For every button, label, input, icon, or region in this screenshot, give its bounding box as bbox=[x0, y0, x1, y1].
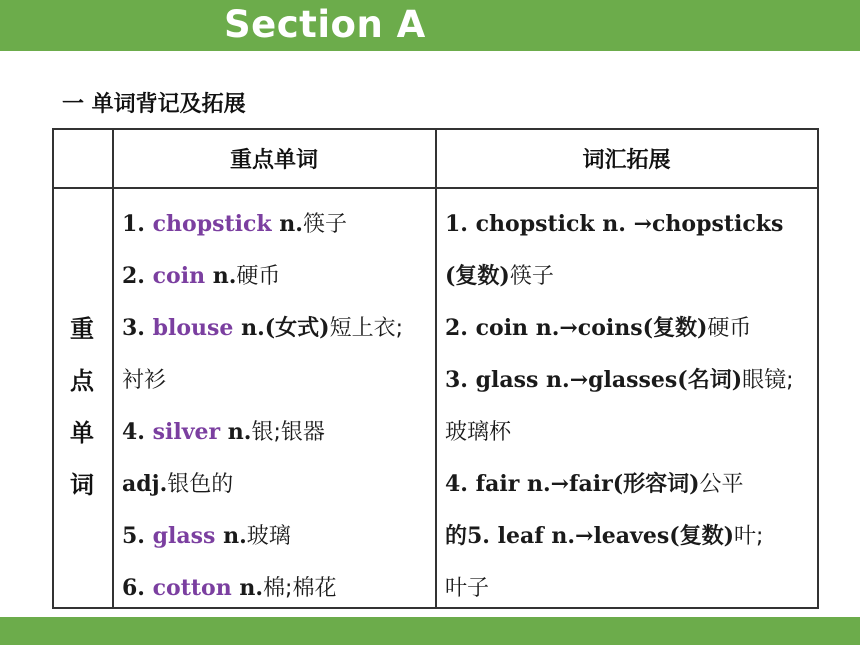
list-item: 3. blouse n.(女式)短上衣; bbox=[122, 315, 403, 341]
row-label-char: 点 bbox=[70, 367, 94, 395]
list-item: 6. cotton n.棉;棉花 bbox=[122, 575, 337, 601]
list-item: 4. silver n.银;银器 bbox=[122, 419, 325, 445]
list-item: adj.银色的 bbox=[122, 471, 234, 497]
vocab-word: silver bbox=[152, 419, 221, 445]
slide-title: Section A bbox=[224, 3, 426, 46]
list-item: 4. fair n.→fair(形容词)公平 bbox=[445, 471, 744, 497]
key-words-list bbox=[122, 198, 403, 614]
vocab-word: cotton bbox=[152, 575, 232, 601]
vocab-word: glass bbox=[152, 523, 216, 549]
top-banner bbox=[0, 0, 860, 51]
section-heading: 一 单词背记及拓展 bbox=[62, 92, 246, 117]
list-item: 叶子 bbox=[445, 576, 490, 601]
bottom-banner bbox=[0, 617, 860, 645]
list-item: 2. coin n.硬币 bbox=[122, 263, 281, 289]
list-item: 玻璃杯 bbox=[445, 420, 512, 445]
list-item: 的5. leaf n.→leaves(复数)叶; bbox=[445, 523, 764, 549]
vocab-word: blouse bbox=[152, 315, 234, 341]
row-label bbox=[52, 310, 112, 518]
vocab-word: coin bbox=[152, 263, 206, 289]
list-item: 1. chopstick n. →chopsticks bbox=[445, 211, 784, 237]
row-label-char: 词 bbox=[70, 471, 94, 499]
row-label-char: 重 bbox=[70, 315, 94, 343]
list-item: (复数)筷子 bbox=[445, 263, 554, 289]
list-item: 5. glass n.玻璃 bbox=[122, 523, 291, 549]
list-item: 3. glass n.→glasses(名词)眼镜; bbox=[445, 367, 794, 393]
list-item: 1. chopstick n.筷子 bbox=[122, 211, 347, 237]
column-header-key-words: 重点单词 bbox=[229, 147, 318, 173]
vocab-word: chopstick bbox=[152, 211, 272, 237]
list-item: 衬衫 bbox=[122, 368, 167, 393]
list-item: 2. coin n.→coins(复数)硬币 bbox=[445, 315, 752, 341]
vocab-expansion-list bbox=[445, 198, 794, 614]
row-label-char: 单 bbox=[70, 419, 94, 447]
column-header-vocab-expansion: 词汇拓展 bbox=[582, 147, 671, 173]
